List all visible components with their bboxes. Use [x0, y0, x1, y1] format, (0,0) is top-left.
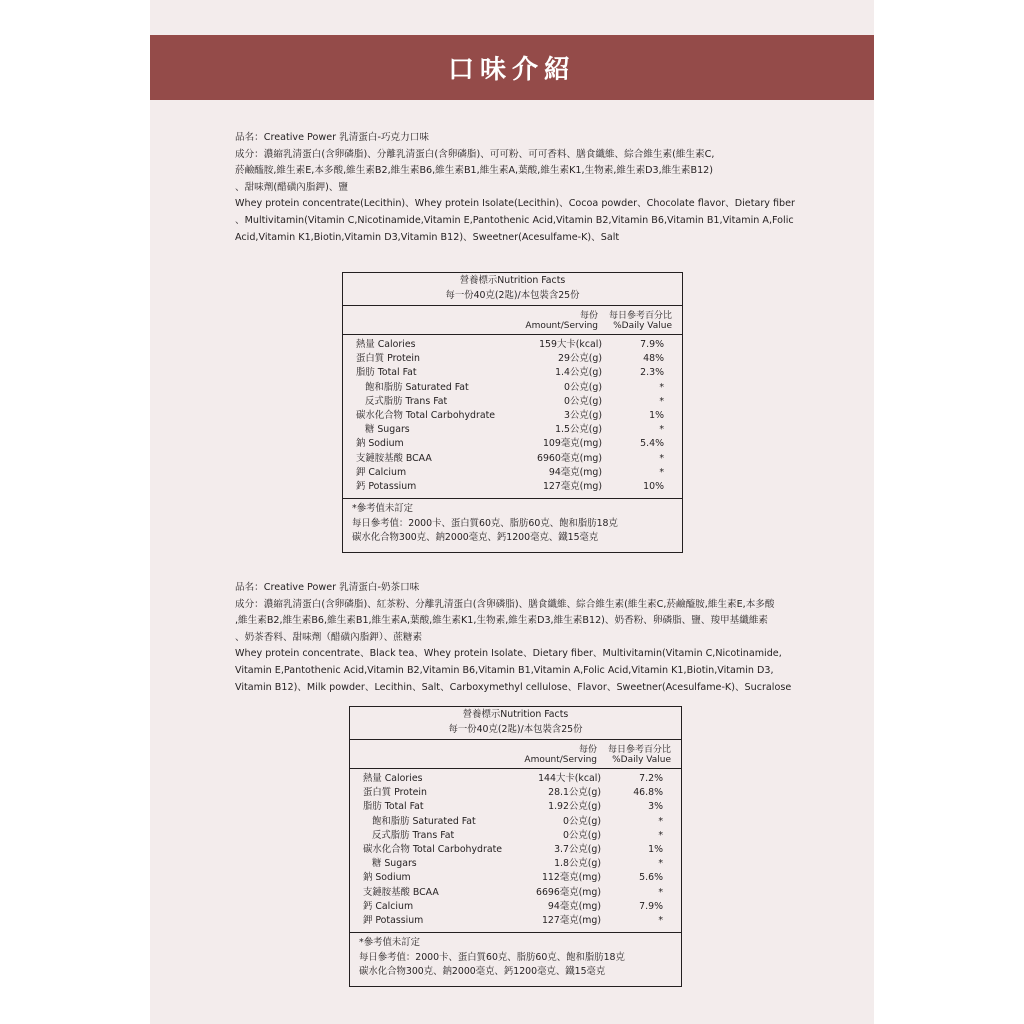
nutrient-amount: 0公克(g): [564, 381, 602, 393]
column-dv-zh: 每日參考百分比: [607, 745, 671, 755]
nutrient-daily-value: 46.8%: [633, 787, 663, 799]
nutrient-amount: 144大卡(kcal): [538, 773, 601, 784]
footnote-line: *參考值未訂定: [352, 503, 413, 515]
nutrient-amount: 3.7公克(g): [554, 843, 601, 855]
nutrient-amount: 127毫克(mg): [542, 480, 602, 492]
nutrient-amount: 29公克(g): [558, 353, 602, 365]
nutrient-daily-value: 3%: [648, 801, 663, 813]
nutrient-daily-value: 7.9%: [640, 339, 664, 350]
nutrient-row: [350, 914, 681, 928]
nutrient-row: [343, 409, 682, 423]
nutrient-row: [350, 843, 681, 857]
nutrient-daily-value: 5.4%: [640, 438, 664, 450]
column-amount-en: Amount/Serving: [524, 755, 597, 765]
ingredients-line: Whey protein concentrate、Black tea、Whey protein Isolate、Dietary fiber、Multivitamin(Vitamin C,Nicotinamide,: [235, 648, 782, 660]
nutrient-amount: 94毫克(mg): [548, 466, 602, 478]
ingredients-line: 、Multivitamin(Vitamin C,Nicotinamide,Vitamin E,Pantothenic Acid,Vitamin B2,Vitamin B6,Vitamin B1,Vitamin A,Folic: [235, 214, 794, 226]
ingredients-line: 、奶茶香料、甜味劑（醋磺內脂鉀）、蔗糖素: [235, 631, 423, 643]
nutrition-facts-header: [343, 273, 682, 306]
nutrient-label: 反式脂肪 Trans Fat: [372, 829, 455, 841]
nutrient-label: 熱量 Calories: [363, 773, 423, 784]
nutrient-amount: 127毫克(mg): [541, 914, 601, 926]
nutrient-amount: 0公克(g): [564, 395, 602, 407]
nutrient-label: 鈉 Sodium: [363, 872, 411, 884]
column-dv-zh: 每日參考百分比: [608, 311, 672, 321]
page: [150, 0, 874, 1024]
nutrient-label: 飽和脂肪 Saturated Fat: [365, 381, 469, 393]
serving-size: 每一份40克(2匙)/本包裝含25份: [445, 289, 580, 301]
column-amount-zh: 每份: [579, 311, 598, 321]
serving-size: 每一份40克(2匙)/本包裝含25份: [448, 723, 583, 735]
nutrient-daily-value: 2.3%: [640, 367, 664, 379]
column-dv-en: %Daily Value: [612, 755, 671, 765]
nutrient-row: [350, 829, 681, 843]
nutrient-row: [343, 395, 682, 409]
nutrient-label: 碳水化合物 Total Carbohydrate: [356, 409, 496, 421]
footnote-line: 碳水化合物300克、鈉2000毫克、鈣1200毫克、鐵15毫克: [359, 966, 606, 978]
nutrient-label: 鉀 Potassium: [363, 914, 424, 926]
nutrient-daily-value: *: [659, 466, 664, 478]
nutrient-label: 鉀 Calcium: [356, 466, 407, 478]
nutrition-facts-title: 營養標示Nutrition Facts: [462, 709, 569, 720]
nutrient-label: 脂肪 Total Fat: [363, 801, 424, 813]
nutrient-daily-value: 7.2%: [639, 773, 663, 784]
nutrient-label: 糖 Sugars: [365, 424, 410, 436]
nutrient-amount: 3公克(g): [564, 409, 602, 421]
ingredients-line: 成分：濃縮乳清蛋白(含卵磷脂)、紅茶粉、分離乳清蛋白(含卵磷脂)、膳食纖維、綜合維生素(維生素C,菸鹼醯胺,維生素E,本多酸: [235, 598, 775, 610]
nutrient-row: [343, 452, 682, 466]
nutrient-label: 支鏈胺基酸 BCAA: [356, 452, 432, 464]
nutrient-amount: 1.5公克(g): [555, 424, 602, 436]
nutrition-facts-title: 營養標示Nutrition Facts: [459, 275, 566, 286]
nutrient-amount: 1.8公克(g): [554, 858, 601, 870]
product-name-line: 品名：Creative Power 乳清蛋白-奶茶口味: [235, 582, 420, 593]
nutrient-label: 糖 Sugars: [372, 858, 417, 870]
nutrition-facts-header: [350, 707, 681, 740]
nutrient-daily-value: *: [659, 381, 664, 393]
nutrient-daily-value: *: [658, 858, 663, 870]
nutrient-amount: 109毫克(mg): [542, 438, 602, 450]
nutrient-amount: 6960毫克(mg): [536, 452, 602, 464]
nutrient-daily-value: *: [659, 395, 664, 407]
nutrient-row: [350, 800, 681, 814]
nutrient-row: [350, 857, 681, 871]
nutrient-label: 鈣 Calcium: [363, 900, 414, 912]
nutrient-amount: 1.4公克(g): [555, 367, 602, 379]
column-headers: [343, 306, 682, 335]
nutrient-row: [343, 423, 682, 437]
nutrient-row: [343, 338, 682, 352]
ingredients-line: 菸鹼醯胺,維生素E,本多酸,維生素B2,維生素B6,維生素B1,維生素A,葉酸,維生素K1,生物素,維生素D3,維生素B12): [235, 165, 714, 177]
nutrient-row: [343, 352, 682, 366]
nutrient-amount: 112毫克(mg): [541, 872, 601, 884]
ingredients-line: 、甜味劑(醋磺內脂鉀)、鹽: [235, 181, 349, 193]
footnote-line: 碳水化合物300克、鈉2000毫克、鈣1200毫克、鐵15毫克: [352, 532, 599, 544]
ingredients-line: Acid,Vitamin K1,Biotin,Vitamin D3,Vitamin B12)、Sweetner(Acesulfame-K)、Salt: [235, 231, 620, 243]
nutrient-amount: 28.1公克(g): [548, 787, 601, 799]
nutrition-footnotes: [343, 499, 682, 552]
nutrient-daily-value: 7.9%: [639, 900, 663, 912]
nutrition-rows: [343, 335, 682, 499]
nutrition-facts-table-milk-tea: [349, 706, 682, 987]
nutrient-row: [350, 772, 681, 786]
ingredients-line: ,維生素B2,維生素B6,維生素B1,維生素A,葉酸,維生素K1,生物素,維生素D3,維生素B12)、奶香粉、卵磷脂、鹽、羧甲基纖維素: [235, 615, 769, 627]
ingredients-line: Whey protein concentrate(Lecithin)、Whey protein Isolate(Lecithin)、Cocoa powder、Chocolate flavor、Dietary fiber: [235, 198, 795, 210]
product-info-milk-tea: [235, 580, 791, 696]
nutrient-label: 反式脂肪 Trans Fat: [365, 395, 448, 407]
column-amount-en: Amount/Serving: [525, 321, 598, 331]
nutrient-daily-value: 10%: [643, 480, 664, 492]
nutrient-daily-value: *: [659, 452, 664, 464]
nutrition-rows: [350, 769, 681, 933]
nutrient-label: 飽和脂肪 Saturated Fat: [372, 815, 476, 827]
nutrient-row: [350, 900, 681, 914]
nutrient-daily-value: *: [659, 424, 664, 436]
product-name-line: 品名：Creative Power 乳清蛋白-巧克力口味: [235, 132, 429, 143]
nutrient-row: [343, 466, 682, 480]
product-info-chocolate: [235, 130, 795, 246]
nutrient-row: [343, 381, 682, 395]
column-amount-zh: 每份: [578, 745, 597, 755]
nutrient-daily-value: *: [658, 815, 663, 827]
title-banner: [150, 35, 874, 100]
nutrient-label: 脂肪 Total Fat: [356, 367, 417, 379]
nutrient-daily-value: 5.6%: [639, 872, 663, 884]
page-title: 口味介紹: [447, 55, 576, 85]
ingredients-line: Vitamin E,Pantothenic Acid,Vitamin B2,Vitamin B6,Vitamin B1,Vitamin A,Folic Acid,Vitamin K1,Biotin,Vitamin D3,: [235, 664, 774, 676]
nutrient-label: 碳水化合物 Total Carbohydrate: [363, 843, 503, 855]
nutrient-amount: 6696毫克(mg): [535, 886, 601, 898]
footnote-line: 每日參考值：2000卡、蛋白質60克、脂肪60克、飽和脂肪18克: [359, 951, 625, 963]
nutrient-daily-value: *: [658, 886, 663, 898]
nutrient-label: 支鏈胺基酸 BCAA: [363, 886, 439, 898]
nutrient-row: [343, 480, 682, 494]
nutrient-daily-value: *: [658, 829, 663, 841]
nutrient-amount: 159大卡(kcal): [539, 339, 602, 350]
ingredients-line: 成分：濃縮乳清蛋白(含卵磷脂)、分離乳清蛋白(含卵磷脂)、可可粉、可可香料、膳食纖維、綜合維生素(維生素C,: [235, 148, 715, 160]
nutrient-daily-value: *: [658, 914, 663, 926]
column-headers: [350, 740, 681, 769]
nutrient-label: 蛋白質 Protein: [356, 353, 420, 365]
footnote-line: *參考值未訂定: [359, 937, 420, 949]
nutrient-daily-value: 1%: [648, 843, 663, 855]
nutrient-amount: 0公克(g): [563, 815, 601, 827]
nutrient-amount: 1.92公克(g): [548, 801, 601, 813]
nutrient-daily-value: 48%: [643, 353, 664, 365]
nutrient-row: [350, 815, 681, 829]
footnote-line: 每日參考值：2000卡、蛋白質60克、脂肪60克、飽和脂肪18克: [352, 517, 618, 529]
nutrient-amount: 94毫克(mg): [547, 900, 601, 912]
nutrient-label: 鈉 Sodium: [356, 438, 404, 450]
nutrient-row: [343, 437, 682, 451]
nutrition-footnotes: [350, 933, 681, 986]
nutrient-row: [350, 871, 681, 885]
nutrient-label: 蛋白質 Protein: [363, 787, 427, 799]
nutrient-row: [343, 366, 682, 380]
nutrition-facts-table-chocolate: [342, 272, 683, 553]
nutrient-label: 鈣 Potassium: [356, 480, 417, 492]
nutrient-label: 熱量 Calories: [356, 339, 416, 350]
nutrient-row: [350, 886, 681, 900]
column-dv-en: %Daily Value: [613, 321, 672, 331]
ingredients-line: Vitamin B12)、Milk powder、Lecithin、Salt、Carboxymethyl cellulose、Flavor、Sweetner(Acesulfame-K)、Sucralose: [235, 681, 792, 693]
nutrient-amount: 0公克(g): [563, 829, 601, 841]
nutrient-row: [350, 786, 681, 800]
nutrient-daily-value: 1%: [649, 409, 664, 421]
